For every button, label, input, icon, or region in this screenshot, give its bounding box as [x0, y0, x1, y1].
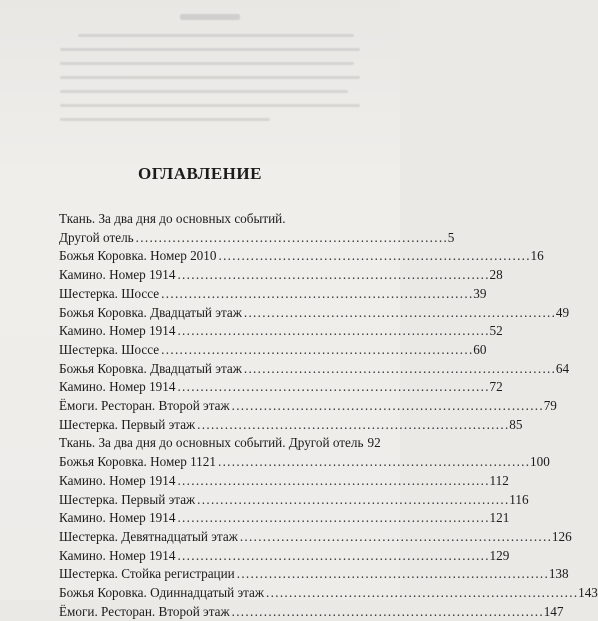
- toc-entry-title: Камино. Номер 1914: [59, 547, 176, 563]
- toc-page-number: 116: [509, 491, 529, 507]
- toc-entry: [59, 247, 544, 266]
- toc-entry: [59, 434, 381, 453]
- toc-entry-title: Шестерка. Девятнадцатый этаж: [59, 528, 238, 544]
- toc-dot-leader: [266, 584, 576, 603]
- toc-dot-leader: [161, 341, 471, 360]
- toc-entry: [59, 509, 510, 528]
- toc-page-number: 129: [489, 547, 510, 563]
- toc-dot-leader: [232, 603, 542, 621]
- toc-dot-leader: [218, 453, 528, 472]
- toc-entry-title: Камино. Номер 1914: [59, 267, 176, 283]
- toc-entry: [59, 584, 598, 603]
- toc-entry-title: Камино. Номер 1914: [59, 379, 176, 395]
- toc-dot-leader: [232, 397, 542, 416]
- toc-entry: [59, 603, 564, 621]
- toc-page-number: 28: [489, 267, 503, 283]
- toc-page-number: 85: [509, 416, 523, 432]
- toc-heading: ОГЛАВЛЕНИЕ: [138, 164, 262, 183]
- toc-dot-leader: [197, 491, 507, 510]
- toc-dot-leader: [237, 565, 547, 584]
- toc-dot-leader: [177, 266, 487, 285]
- bleed-through-text: [60, 14, 360, 164]
- toc-page-number: 147: [543, 603, 564, 619]
- toc-page-number: 112: [489, 472, 509, 488]
- toc-entry-title: Ёмоги. Ресторан. Второй этаж: [59, 398, 230, 414]
- toc-entry: [59, 453, 550, 472]
- toc-dot-leader: [136, 229, 446, 248]
- toc-entry-title: Камино. Номер 1914: [59, 510, 176, 526]
- toc-page-number: 121: [489, 510, 510, 526]
- toc-entry-title: Божья Коровка. Двадцатый этаж: [59, 304, 242, 320]
- toc-entry: [59, 341, 487, 360]
- toc-entry-title: Божья Коровка. Номер 2010: [59, 248, 217, 264]
- toc-dot-leader: [218, 247, 528, 266]
- toc-entry-title: Ёмоги. Ресторан. Второй этаж: [59, 603, 230, 619]
- toc-page-number: 5: [447, 229, 455, 245]
- toc-page-number: 64: [555, 360, 570, 376]
- toc-entry: [59, 472, 509, 491]
- toc-entry-title: Камино. Номер 1914: [59, 323, 176, 339]
- toc-entry: [59, 304, 570, 323]
- toc-page-number: 79: [543, 398, 557, 414]
- toc-entry: [59, 528, 572, 547]
- toc-page-number: 72: [489, 379, 503, 395]
- toc-entry: [59, 378, 503, 397]
- toc-entry: [59, 360, 570, 379]
- toc-section-heading: Ткань. За два дня до основных событий.: [59, 211, 286, 226]
- toc-dot-leader: [197, 416, 507, 435]
- toc-entry: [59, 229, 455, 248]
- toc-entry: [59, 547, 510, 566]
- toc-page-number: 138: [548, 566, 569, 582]
- toc-entry-title: Божья Коровка. Номер 1121: [59, 454, 216, 470]
- toc-entry: [59, 397, 557, 416]
- toc-dot-leader: [240, 528, 550, 547]
- toc-entry-title: Божья Коровка. Одиннадцатый этаж: [59, 585, 265, 601]
- toc-entry: [59, 266, 503, 285]
- toc-dot-leader: [177, 509, 487, 528]
- toc-entry-title: Ткань. За два дня до основных событий. Другой отель: [59, 435, 364, 451]
- toc-dot-leader: [244, 360, 554, 379]
- toc-dot-leader: [177, 378, 487, 397]
- toc-entry: [59, 416, 523, 435]
- toc-entry-title: Шестерка. Шоссе: [59, 341, 160, 357]
- toc-page-number: 92: [367, 435, 381, 451]
- toc-page-number: 60: [473, 341, 487, 357]
- toc-entry-title: Камино. Номер 1914: [59, 472, 176, 488]
- toc-dot-leader: [177, 322, 487, 341]
- toc-entry: [59, 565, 569, 584]
- toc-entry-title: Шестерка. Шоссе: [59, 285, 160, 301]
- toc-page-number: 16: [530, 248, 544, 264]
- toc-dot-leader: [177, 547, 487, 566]
- toc-entry-title: Божья Коровка. Двадцатый этаж: [59, 360, 242, 376]
- toc-dot-leader: [244, 304, 554, 323]
- toc-entry: [59, 285, 487, 304]
- toc-page-number: 100: [530, 454, 550, 470]
- toc-entry-title: Другой отель: [59, 229, 134, 245]
- toc-page-number: 143: [578, 585, 598, 601]
- toc-dot-leader: [177, 472, 487, 491]
- toc-page-number: 39: [473, 285, 487, 301]
- toc-page-number: 49: [555, 304, 570, 320]
- toc-page-number: 126: [551, 528, 572, 544]
- toc-entry-title: Шестерка. Первый этаж: [59, 491, 196, 507]
- toc-dot-leader: [161, 285, 471, 304]
- toc-page-number: 52: [489, 323, 503, 339]
- toc-entry-title: Шестерка. Стойка регистрации: [59, 566, 235, 582]
- toc-entry: [59, 322, 503, 341]
- toc-entry-title: Шестерка. Первый этаж: [59, 416, 196, 432]
- toc-entry: [59, 491, 529, 510]
- toc-list: [59, 210, 598, 621]
